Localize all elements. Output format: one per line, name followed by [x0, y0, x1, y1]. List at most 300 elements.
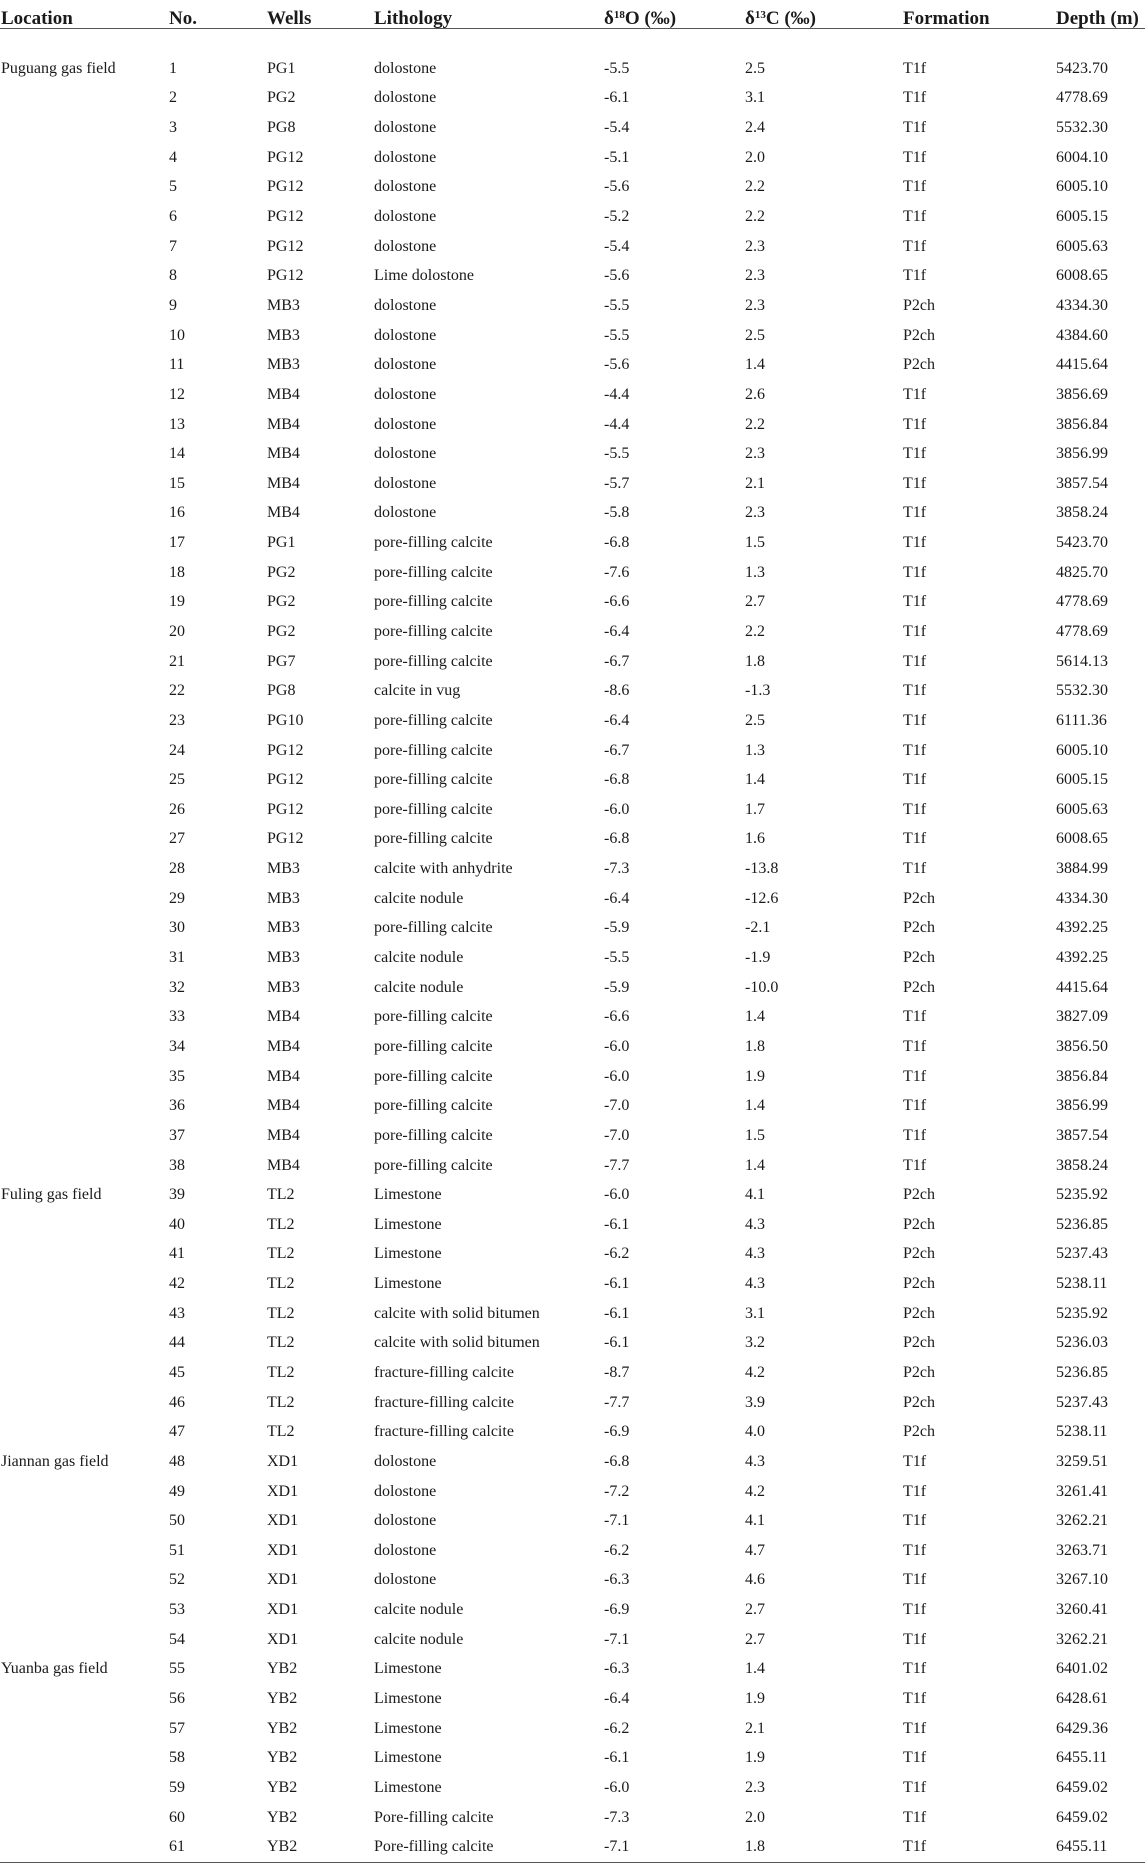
cell-d13c: 1.5 [745, 534, 765, 552]
cell-well: TL2 [267, 1393, 295, 1411]
cell-d13c: 4.7 [745, 1541, 765, 1559]
table-row [0, 617, 1145, 647]
cell-no: 56 [169, 1690, 185, 1708]
table-row [0, 1714, 1145, 1744]
cell-formation: T1f [903, 860, 927, 878]
cell-no: 55 [169, 1660, 185, 1678]
cell-no: 24 [169, 741, 185, 759]
cell-d18o: -7.1 [604, 1512, 630, 1530]
cell-no: 11 [169, 356, 185, 374]
header-row [0, 0, 1145, 29]
cell-d18o: -5.5 [604, 326, 630, 344]
cell-d18o: -6.9 [604, 1423, 630, 1441]
table-row [0, 1684, 1145, 1714]
cell-no: 23 [169, 711, 185, 729]
cell-depth: 5237.43 [1056, 1245, 1108, 1263]
table-row [0, 291, 1145, 321]
cell-d13c: 4.3 [745, 1245, 765, 1263]
cell-lithology: pore-filling calcite [374, 771, 493, 789]
cell-well: PG12 [267, 237, 304, 255]
cell-lithology: dolostone [374, 326, 437, 344]
cell-formation: T1f [903, 415, 927, 433]
cell-d18o: -7.0 [604, 1126, 630, 1144]
cell-d13c: 4.3 [745, 1452, 765, 1470]
cell-formation: T1f [903, 1601, 927, 1619]
cell-depth: 5423.70 [1056, 59, 1108, 77]
cell-formation: T1f [903, 148, 927, 166]
cell-no: 27 [169, 830, 185, 848]
cell-no: 15 [169, 474, 185, 492]
cell-well: PG12 [267, 830, 304, 848]
cell-lithology: Limestone [374, 1690, 442, 1708]
cell-well: PG2 [267, 563, 296, 581]
cell-lithology: pore-filling calcite [374, 1037, 493, 1055]
cell-d18o: -7.2 [604, 1482, 630, 1500]
cell-lithology: pore-filling calcite [374, 593, 493, 611]
cell-d18o: -6.0 [604, 1778, 630, 1796]
cell-well: PG12 [267, 800, 304, 818]
cell-no: 35 [169, 1067, 185, 1085]
cell-depth: 4415.64 [1056, 978, 1108, 996]
cell-location [0, 350, 168, 380]
cell-well: PG7 [267, 652, 296, 670]
cell-d18o: -6.7 [604, 741, 630, 759]
cell-no: 1 [169, 59, 177, 77]
cell-no: 46 [169, 1393, 185, 1411]
cell-formation: P2ch [903, 1364, 935, 1381]
cell-no: 18 [169, 563, 185, 581]
cell-formation: T1f [903, 1571, 927, 1589]
table-row [0, 854, 1145, 884]
cell-no: 47 [169, 1423, 185, 1441]
cell-location [0, 173, 168, 203]
cell-lithology: dolostone [374, 1571, 437, 1589]
cell-no: 7 [169, 237, 177, 255]
cell-d13c: 2.7 [745, 1630, 765, 1648]
cell-location [0, 410, 168, 440]
cell-well: MB4 [267, 385, 300, 403]
cell-well: MB3 [267, 889, 300, 907]
cell-d18o: -4.4 [604, 415, 630, 433]
header-d13c-delta: δ [745, 8, 755, 29]
cell-formation: P2ch [903, 1423, 935, 1441]
cell-well: XD1 [267, 1571, 299, 1589]
cell-d18o: -6.1 [604, 1275, 630, 1293]
cell-well: TL2 [267, 1215, 295, 1233]
cell-well: YB2 [267, 1719, 298, 1737]
cell-well: XD1 [267, 1601, 299, 1619]
cell-well: PG1 [267, 59, 296, 77]
cell-depth: 6005.15 [1056, 208, 1108, 226]
cell-no: 44 [169, 1334, 185, 1352]
cell-d18o: -5.4 [604, 119, 630, 137]
cell-formation: T1f [903, 800, 927, 818]
cell-depth: 6455.11 [1055, 1832, 1145, 1862]
cell-depth: 4392.25 [1056, 949, 1108, 967]
cell-formation: T1f [903, 1037, 927, 1055]
cell-d18o: -8.6 [604, 682, 630, 700]
cell-d13c: 2.5 [745, 59, 765, 77]
cell-d18o: -6.8 [604, 830, 630, 848]
cell-d13c: 2.2 [745, 415, 765, 433]
cell-depth: 4392.25 [1056, 919, 1108, 937]
cell-formation: T1f [903, 1541, 927, 1559]
cell-lithology: dolostone [374, 59, 437, 77]
table-row [0, 1032, 1145, 1062]
cell-d13c: 2.1 [745, 1719, 765, 1737]
cell-d18o: -6.1 [604, 1215, 630, 1233]
header-d18o-rest: O (‰) [624, 8, 677, 29]
cell-no: 58 [169, 1749, 185, 1767]
cell-lithology: calcite nodule [374, 889, 464, 907]
header-d13c-mass: 13 [754, 8, 766, 21]
cell-well: MB4 [267, 1097, 300, 1115]
table-row [0, 84, 1145, 114]
cell-location: Puguang gas field [1, 59, 116, 77]
cell-lithology: pore-filling calcite [374, 563, 493, 581]
cell-lithology: Pore-filling calcite [374, 1808, 494, 1826]
cell-location [0, 1240, 168, 1270]
cell-d18o: -6.2 [604, 1541, 630, 1559]
cell-depth: 3857.54 [1056, 1126, 1108, 1144]
cell-location [0, 943, 168, 973]
cell-well: MB4 [267, 1126, 300, 1144]
cell-no: 8 [169, 267, 177, 285]
table-row [0, 143, 1145, 173]
cell-d18o: -6.6 [604, 593, 630, 611]
cell-lithology: Limestone [374, 1275, 442, 1293]
cell-d13c: 2.2 [745, 622, 765, 640]
cell-well: PG8 [267, 119, 296, 137]
cell-formation: T1f [903, 593, 927, 611]
cell-well: PG2 [267, 622, 296, 640]
cell-depth: 5532.30 [1056, 682, 1108, 700]
cell-lithology: dolostone [374, 385, 437, 403]
cell-no: 28 [169, 860, 185, 878]
header-spacer-cell [0, 29, 1145, 55]
cell-formation: T1f [903, 1156, 927, 1174]
cell-d18o: -7.1 [604, 1630, 630, 1648]
cell-lithology: dolostone [374, 89, 437, 107]
table-row [0, 202, 1145, 232]
cell-lithology: pore-filling calcite [374, 1156, 493, 1174]
table-row [0, 825, 1145, 855]
cell-d18o: -6.1 [604, 1304, 630, 1322]
cell-formation: P2ch [903, 1215, 935, 1233]
cell-depth: 3259.51 [1056, 1452, 1108, 1470]
cell-lithology: pore-filling calcite [374, 1097, 493, 1115]
cell-location [0, 499, 168, 529]
cell-location [0, 795, 168, 825]
cell-well: MB4 [267, 474, 300, 492]
cell-d18o: -5.5 [604, 445, 630, 463]
cell-well: YB2 [267, 1690, 298, 1708]
cell-no: 49 [169, 1482, 185, 1500]
cell-no: 14 [169, 445, 185, 463]
cell-depth: 5532.30 [1056, 119, 1108, 137]
cell-no: 9 [169, 296, 177, 314]
cell-d18o: -6.4 [604, 889, 630, 907]
cell-location [0, 439, 168, 469]
cell-depth: 5236.85 [1056, 1215, 1108, 1233]
cell-depth: 4334.30 [1056, 889, 1108, 907]
table-row [0, 795, 1145, 825]
cell-well: MB4 [267, 445, 300, 463]
table-row [0, 439, 1145, 469]
cell-depth: 4778.69 [1056, 89, 1108, 107]
cell-well: XD1 [267, 1541, 299, 1559]
cell-well: XD1 [267, 1630, 299, 1648]
cell-well: XD1 [267, 1512, 299, 1530]
table-row [0, 1299, 1145, 1329]
cell-no: 51 [169, 1541, 185, 1559]
cell-formation: P2ch [903, 1245, 935, 1263]
cell-depth: 4825.70 [1056, 563, 1108, 581]
cell-formation: P2ch [903, 326, 935, 344]
table-row [0, 1832, 1145, 1862]
cell-location [0, 736, 168, 766]
cell-d18o: -5.6 [604, 178, 630, 196]
cell-d13c: 2.1 [745, 474, 765, 492]
cell-formation: T1f [903, 563, 927, 581]
table-row [0, 973, 1145, 1003]
cell-location [0, 1744, 168, 1774]
cell-depth: 6459.02 [1056, 1808, 1108, 1826]
cell-well: MB4 [267, 1037, 300, 1055]
cell-formation: T1f [903, 1690, 927, 1708]
cell-well: MB3 [267, 978, 300, 996]
cell-d13c: -1.9 [745, 949, 771, 967]
cell-formation: T1f [903, 652, 927, 670]
table-row [0, 1447, 1145, 1477]
table-row [0, 380, 1145, 410]
cell-d13c: 4.2 [745, 1364, 765, 1381]
table-row [0, 528, 1145, 558]
table-row [0, 113, 1145, 143]
cell-lithology: dolostone [374, 178, 437, 196]
cell-lithology: pore-filling calcite [374, 534, 493, 552]
cell-well: MB3 [267, 326, 300, 344]
cell-no: 13 [169, 415, 185, 433]
table-row [0, 1566, 1145, 1596]
cell-location [0, 1536, 168, 1566]
cell-d18o: -5.6 [604, 356, 630, 374]
cell-depth: 4415.64 [1056, 356, 1108, 374]
table-row [0, 1744, 1145, 1774]
table-row [0, 1388, 1145, 1418]
cell-location [0, 1358, 168, 1388]
cell-d18o: -5.5 [604, 949, 630, 967]
cell-d13c: -10.0 [745, 978, 779, 996]
cell-depth: 6429.36 [1056, 1719, 1108, 1737]
cell-depth: 3262.21 [1056, 1630, 1108, 1648]
cell-d13c: 1.5 [745, 1126, 765, 1144]
cell-lithology: Pore-filling calcite [373, 1832, 603, 1862]
cell-d18o: -6.8 [604, 1452, 630, 1470]
cell-well: MB3 [267, 919, 300, 937]
cell-location [0, 588, 168, 618]
cell-lithology: pore-filling calcite [374, 741, 493, 759]
cell-formation: P2ch [903, 1393, 935, 1411]
cell-depth: 3267.10 [1056, 1571, 1108, 1589]
cell-d13c: -13.8 [745, 860, 779, 878]
cell-location [0, 1477, 168, 1507]
cell-formation: T1f [903, 237, 927, 255]
header-depth: Depth (m) [1055, 0, 1145, 29]
cell-d13c: 3.1 [745, 1304, 765, 1322]
cell-lithology: fracture-filling calcite [374, 1423, 514, 1441]
cell-location [0, 143, 168, 173]
cell-d18o: -7.7 [604, 1393, 630, 1411]
table-row [0, 1358, 1145, 1388]
cell-location [0, 1832, 168, 1862]
table-row [0, 943, 1145, 973]
cell-d13c: 2.3 [745, 267, 765, 285]
table-row [0, 736, 1145, 766]
cell-lithology: dolostone [374, 208, 437, 226]
cell-formation: P2ch [903, 356, 935, 374]
cell-location [0, 825, 168, 855]
cell-formation: T1f [903, 267, 927, 285]
cell-formation: T1f [903, 89, 927, 107]
cell-well: YB2 [266, 1832, 373, 1862]
cell-formation: P2ch [903, 296, 935, 314]
cell-lithology: dolostone [374, 1482, 437, 1500]
cell-d18o: -6.9 [604, 1601, 630, 1619]
cell-no: 61 [168, 1832, 266, 1862]
cell-well: PG12 [267, 771, 304, 789]
cell-no: 16 [169, 504, 185, 522]
cell-lithology: fracture-filling calcite [374, 1364, 514, 1381]
cell-formation: T1f [903, 59, 927, 77]
cell-no: 57 [169, 1719, 185, 1737]
cell-formation: T1f [903, 1778, 927, 1796]
cell-location [0, 1506, 168, 1536]
cell-formation: P2ch [903, 1334, 935, 1352]
cell-formation: T1f [903, 1126, 927, 1144]
cell-depth: 6008.65 [1056, 830, 1108, 848]
cell-well: PG12 [267, 208, 304, 226]
cell-location [0, 854, 168, 884]
cell-location [0, 676, 168, 706]
cell-d13c: 1.7 [745, 800, 765, 818]
cell-formation: T1f [903, 711, 927, 729]
cell-location [0, 528, 168, 558]
cell-d13c: 1.8 [745, 652, 765, 670]
cell-location [0, 1032, 168, 1062]
cell-no: 17 [169, 534, 185, 552]
cell-well: PG12 [267, 267, 304, 285]
cell-formation: P2ch [903, 919, 935, 937]
cell-d13c: 1.4 [745, 1660, 765, 1678]
table-row [0, 588, 1145, 618]
cell-location [0, 1299, 168, 1329]
cell-formation: T1f [903, 1452, 927, 1470]
cell-d18o: -7.3 [604, 1808, 630, 1826]
table-row [0, 647, 1145, 677]
cell-no: 10 [169, 326, 185, 344]
cell-no: 20 [169, 622, 185, 640]
cell-lithology: dolostone [374, 474, 437, 492]
cell-location [0, 1269, 168, 1299]
cell-location [0, 1210, 168, 1240]
cell-location [0, 1625, 168, 1655]
cell-lithology: fracture-filling calcite [374, 1393, 514, 1411]
cell-d18o: -6.0 [604, 1186, 630, 1204]
table-row [0, 558, 1145, 588]
cell-d13c: 2.3 [745, 1778, 765, 1796]
cell-location [0, 1803, 168, 1833]
cell-d18o: -6.7 [604, 652, 630, 670]
cell-d13c: 2.5 [745, 711, 765, 729]
cell-location [0, 380, 168, 410]
cell-d18o: -5.4 [604, 237, 630, 255]
cell-d13c: 1.9 [745, 1749, 765, 1767]
header-d13c-rest: C (‰) [765, 8, 817, 29]
cell-lithology: dolostone [374, 1452, 437, 1470]
cell-d13c: 3.1 [745, 89, 765, 107]
cell-lithology: dolostone [374, 445, 437, 463]
cell-no: 37 [169, 1126, 185, 1144]
cell-well: PG2 [267, 89, 296, 107]
cell-location [0, 973, 168, 1003]
cell-no: 53 [169, 1601, 185, 1619]
cell-lithology: calcite with solid bitumen [374, 1304, 540, 1322]
cell-formation: T1f [903, 771, 927, 789]
cell-d18o: -7.1 [603, 1832, 744, 1862]
cell-well: TL2 [267, 1364, 295, 1381]
table-row [0, 1062, 1145, 1092]
cell-d13c: 2.5 [745, 326, 765, 344]
cell-d13c: 1.9 [745, 1067, 765, 1085]
table-row [0, 1803, 1145, 1833]
cell-formation: T1f [903, 1808, 927, 1826]
cell-d13c: 3.2 [745, 1334, 765, 1352]
cell-formation: T1f [903, 385, 927, 403]
cell-location [0, 617, 168, 647]
cell-location [0, 321, 168, 351]
cell-lithology: Limestone [374, 1245, 442, 1263]
cell-depth: 3884.99 [1056, 860, 1108, 878]
table-row [0, 1477, 1145, 1507]
cell-d13c: 1.4 [745, 1156, 765, 1174]
cell-d18o: -6.3 [604, 1571, 630, 1589]
cell-location [0, 1388, 168, 1418]
cell-well: PG8 [267, 682, 296, 700]
cell-depth: 5614.13 [1056, 652, 1108, 670]
cell-location [0, 706, 168, 736]
cell-location [0, 1714, 168, 1744]
table-row [0, 1536, 1145, 1566]
cell-depth: 3856.50 [1056, 1037, 1108, 1055]
cell-formation: T1f [903, 208, 927, 226]
cell-formation: T1f [902, 1832, 1055, 1862]
cell-no: 30 [169, 919, 185, 937]
cell-d18o: -6.1 [604, 1334, 630, 1352]
cell-no: 41 [169, 1245, 185, 1263]
cell-d13c: 2.3 [745, 237, 765, 255]
table-row [0, 1269, 1145, 1299]
cell-well: MB4 [267, 504, 300, 522]
cell-formation: T1f [903, 1660, 927, 1678]
header-lithology: Lithology [373, 0, 603, 29]
cell-well: YB2 [267, 1808, 298, 1826]
cell-no: 3 [169, 119, 177, 137]
cell-d18o: -5.5 [604, 296, 630, 314]
cell-location [0, 1121, 168, 1151]
cell-depth: 6459.02 [1056, 1778, 1108, 1796]
table-row [0, 914, 1145, 944]
